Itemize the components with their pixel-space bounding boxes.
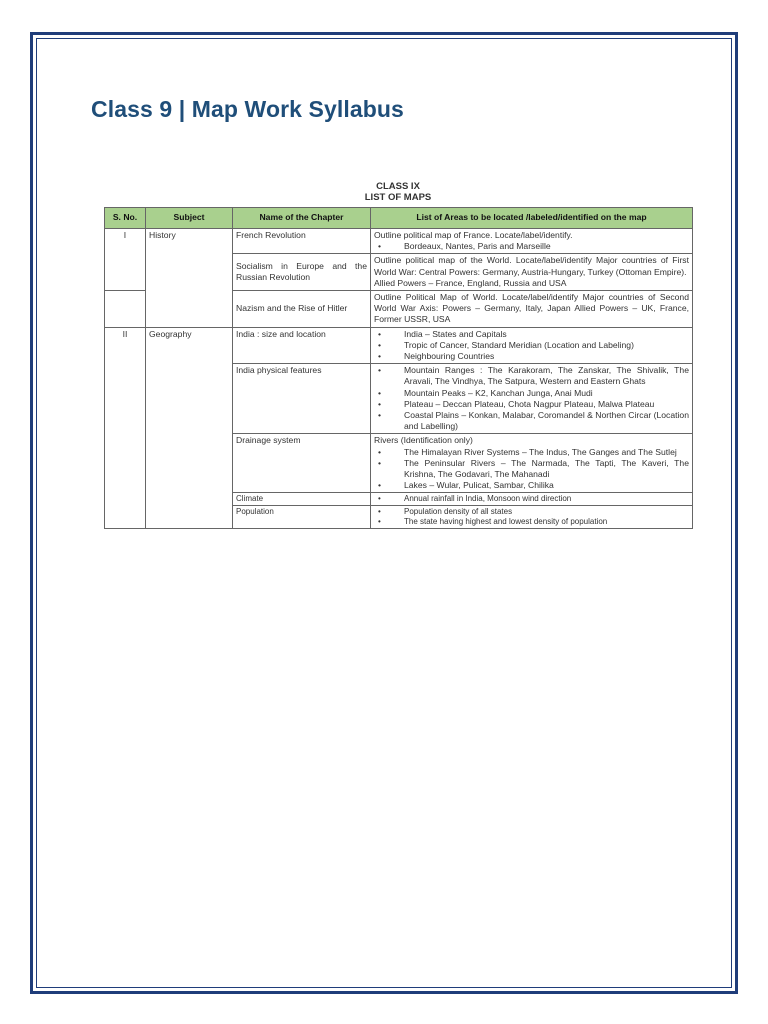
page-title: Class 9 | Map Work Syllabus: [91, 96, 404, 122]
caption-list-of-maps: LIST OF MAPS: [364, 192, 432, 203]
chapter-cell: Drainage system: [233, 434, 371, 493]
header-chapter: Name of the Chapter: [233, 208, 371, 229]
list-item: • Bordeaux, Nantes, Paris and Marseille: [374, 241, 689, 252]
chapter-cell: French Revolution: [233, 229, 371, 254]
chapter-cell: Climate: [233, 493, 371, 506]
list-item: • The Himalayan River Systems – The Indus, The Ganges and The Sutlej: [374, 447, 689, 458]
table-row: [105, 229, 693, 254]
list-item: • Mountain Peaks – K2, Kanchan Junga, Anai Mudi: [374, 388, 689, 399]
areas-list: [374, 329, 689, 363]
list-item: • Neighbouring Countries: [374, 351, 689, 362]
areas-list: [374, 447, 689, 492]
list-item: • Tropic of Cancer, Standard Meridian (Location and Labeling): [374, 340, 689, 351]
areas-extra: Allied Powers – France, England, Russia and USA: [374, 277, 567, 288]
areas-list: [374, 494, 689, 504]
list-item: • Population density of all states: [374, 507, 689, 517]
areas-cell: [371, 506, 693, 529]
chapter-cell: Socialism in Europe and the Russian Revolution: [233, 254, 371, 291]
header-subject: Subject: [146, 208, 233, 229]
list-item: • India – States and Capitals: [374, 329, 689, 340]
areas-cell: [371, 327, 693, 364]
chapter-cell: Population: [233, 506, 371, 529]
table-row: [105, 327, 693, 364]
sno-cell: II: [105, 327, 146, 529]
map-syllabus-table: [104, 207, 693, 529]
areas-cell: [371, 364, 693, 434]
areas-cell: [371, 434, 693, 493]
subject-cell: History: [146, 229, 233, 328]
areas-list: [374, 507, 689, 527]
areas-cell: [371, 493, 693, 506]
areas-cell: [371, 229, 693, 254]
list-item: • Coastal Plains – Konkan, Malabar, Coromandel & Northen Circar (Location and Labelling): [374, 410, 689, 432]
areas-intro: Outline political map of France. Locate/label/identify.: [374, 230, 573, 240]
areas-intro: Outline political map of the World. Locate/label/identify Major countries of First World War: Central Powers: Germany, Austria-Hungary, Turkey (Ottoman Empire).: [374, 255, 689, 277]
header-areas: List of Areas to be located /labeled/identified on the map: [371, 208, 693, 229]
subject-cell: Geography: [146, 327, 233, 529]
list-item: • Annual rainfall in India, Monsoon wind direction: [374, 494, 689, 504]
table-header-row: [105, 208, 693, 229]
areas-list: [374, 241, 689, 252]
chapter-cell: India : size and location: [233, 327, 371, 364]
areas-list: [374, 365, 689, 432]
sno-cell: I: [105, 229, 146, 291]
chapter-cell: Nazism and the Rise of Hitler: [233, 291, 371, 328]
header-sno: S. No.: [105, 208, 146, 229]
list-item: • Lakes – Wular, Pulicat, Sambar, Chilika: [374, 480, 689, 491]
list-item: • Plateau – Deccan Plateau, Chota Nagpur Plateau, Malwa Plateau: [374, 399, 689, 410]
areas-cell: [371, 254, 693, 291]
caption-class: CLASS IX: [376, 181, 420, 192]
sno-cell-empty: [105, 291, 146, 328]
table-caption: [104, 181, 692, 203]
list-item: • Mountain Ranges : The Karakoram, The Zanskar, The Shivalik, The Aravali, The Vindhya, The Satpura, Western and Eastern Ghats: [374, 365, 689, 387]
list-item: • The Peninsular Rivers – The Narmada, The Tapti, The Kaveri, The Krishna, The Godavari, The Mahanadi: [374, 458, 689, 480]
areas-cell: Outline Political Map of World. Locate/label/identify Major countries of Second World War Axis: Powers – Germany, Italy, Japan Allied Powers – UK, France, Former USSR, USA: [371, 291, 693, 328]
areas-intro: Rivers (Identification only): [374, 435, 473, 446]
chapter-cell: India physical features: [233, 364, 371, 434]
list-item: • The state having highest and lowest density of population: [374, 517, 689, 527]
